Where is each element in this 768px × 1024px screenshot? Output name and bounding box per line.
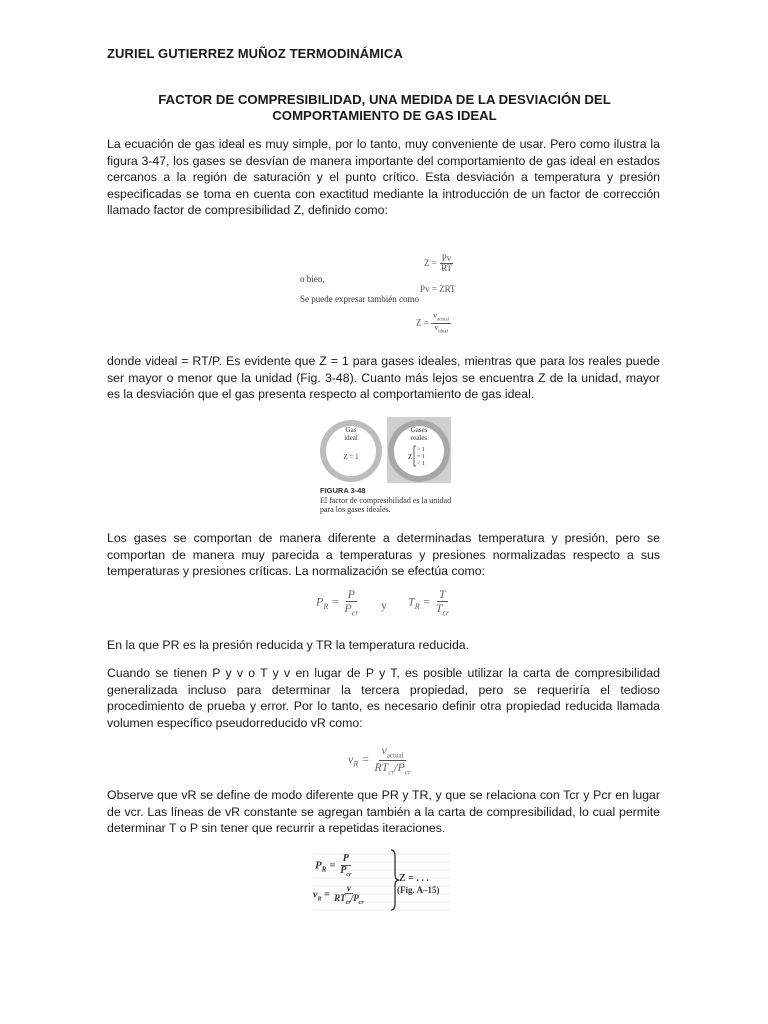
real-gas-equal: = 1 — [417, 454, 425, 460]
caption-line-1: El factor de compresibilidad es la unidad — [320, 495, 452, 505]
grouping-brace — [391, 850, 399, 910]
paragraph-intro: La ecuación de gas ideal es muy simple, por lo tanto, muy conveniente de usar. Pero como ilustra la figura 3-47, los gases se desvían de manera importante del comportamiento de gas ideal en estados cercanos a la región de saturación y el punto crítico. Esta desviación a temperatura y presión especificadas se toma en cuenta con exactitud mediante la introducción de un factor de corrección llamado factor de compresibilidad Z, definido como: — [107, 137, 660, 217]
figure-label: FIGURA 3-48 — [320, 486, 366, 495]
vr-formula: $v_R$ = $\frac{v}{RT_{cr}/P_{cr}}$ — [313, 883, 364, 907]
paragraph-pseudo-reduced: Cuando se tienen P y v o T y v en lugar de P y T, es posible utilizar la carta de compresibilidad generalizada incluso para determinar la tercera propiedad, pero se requeriría el tedioso procedimiento de prueba y error. Por lo tanto, es necesario definir otra propiedad reducida llamada volumen específico pseudorreducido vR como: — [107, 666, 660, 730]
figure-3-48-illustration — [315, 414, 455, 484]
paragraph-reduced-definitions: En la que PR es la presión reducida y TR la temperatura reducida. — [107, 638, 470, 652]
pseudo-reduced-volume-equation: $v_R$ = $\frac{v_{actual}}{RT_{cr}/P_{cr}}$ — [348, 743, 411, 777]
title-line-1: FACTOR DE COMPRESIBILIDAD, UNA MEDIDA DE LA DESVIACIÓN DEL — [158, 92, 611, 107]
ideal-gas-z-value: Z = 1 — [343, 453, 359, 461]
ideal-gas-label-1: Gas — [345, 426, 357, 434]
also-expressed-label: Se puede expresar también como — [300, 294, 419, 304]
caption-line-2: para los gases ideales. — [320, 505, 391, 514]
real-gas-label-1: Gases — [410, 426, 428, 434]
paragraph-normalization: Los gases se comportan de manera diferente a determinadas temperatura y presión, pero se comportan de manera muy parecida a temperaturas y presiones normalizadas respecto a sus temperaturas y presiones críticas. La normalización se efectúa como: — [107, 531, 660, 578]
reduced-properties-chart-box — [313, 848, 451, 912]
paragraph-vr-lines: Observe que vR se define de modo diferente que PR y TR, y que se relaciona con Tcr y Pcr en lugar de vcr. Las líneas de vR constante se agregan también a la carta de compresibilidad, lo cual permite determinar T o P sin tener que recurrir a repetidas iteraciones. — [107, 788, 660, 835]
real-gas-z-label: Z — [408, 453, 413, 461]
z-result: Z = . . . — [399, 873, 429, 884]
reduced-temperature: $T_R$ = $\frac{T}{T_{cr}}$ — [408, 587, 450, 617]
ideal-gas-label-2: ideal — [344, 434, 358, 442]
compressibility-equations — [298, 250, 468, 340]
real-gas-greater: > 1 — [417, 447, 425, 453]
document-header: ZURIEL GUTIERREZ MUÑOZ TERMODINÁMICA — [107, 46, 403, 61]
real-gas-less: < 1 — [417, 461, 425, 467]
reduced-pressure: $P_R$ = $\frac{P}{P_{cr}}$ — [316, 587, 359, 617]
real-gas-label-2: reales — [410, 434, 428, 442]
reduced-properties-equation — [316, 586, 466, 622]
pr-formula: $P_R$ = $\frac{P}{P_{cr}}$ — [315, 853, 352, 878]
z-definition: Z = $\frac{Pv}{RT}$ — [424, 253, 453, 274]
vr-symbol: $v_R$ — [348, 751, 359, 769]
and-connector: y — [381, 598, 387, 612]
section-title — [107, 92, 662, 124]
paragraph-ideal-volume: donde videal = RT/P. Es evidente que Z = 1 para gases ideales, mientras que para los reales puede ser mayor o menor que la unidad (Fig. 3-48). Cuanto más lejos se encuentra Z de la unidad, mayor es la desviación que el gas presenta respecto al comportamiento de gas ideal. — [107, 354, 660, 401]
title-line-2: COMPORTAMIENTO DE GAS IDEAL — [272, 108, 497, 123]
pv-zrt-equation: Pv = ZRT — [420, 284, 456, 294]
figure-a15-reference: (Fig. A–15) — [397, 885, 440, 895]
z-volume-ratio: Z = $\frac{v_{actual}}{v_{ideal}}$ — [416, 311, 450, 335]
o-bien-label: o bien, — [300, 274, 325, 284]
figure-3-48-caption — [320, 486, 451, 515]
